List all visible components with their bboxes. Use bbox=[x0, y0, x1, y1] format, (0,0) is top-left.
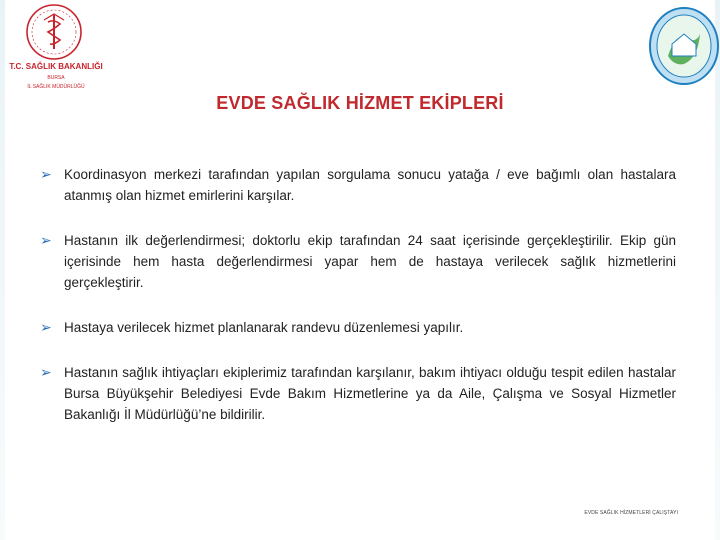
arrow-bullet-icon: ➢ bbox=[40, 319, 52, 335]
bullet-text: Hastanın ilk değerlendirmesi; doktorlu ekip tarafından 24 saat içerisinde gerçekleştirilir. Ekip gün içerisinde hem hasta değerlendirmesi yapar hem de hastaya verilecek sağlık hizmetlerini gerçekleştirir. bbox=[64, 233, 676, 290]
bullet-text: Koordinasyon merkezi tarafından yapılan sorgulama sonucu yatağa / eve bağımlı olan hastalara atanmış olan hizmet emirlerini karşılar. bbox=[64, 167, 676, 203]
list-item bbox=[40, 230, 676, 293]
home-health-services-emblem-icon bbox=[646, 4, 720, 90]
ministry-directorate: İL SAĞLIK MÜDÜRLÜĞÜ bbox=[27, 84, 85, 90]
list-item bbox=[40, 164, 676, 206]
home-health-logo bbox=[646, 4, 720, 90]
list-item bbox=[40, 317, 676, 338]
ministry-name: T.C. SAĞLIK BAKANLIĞI bbox=[9, 62, 103, 71]
ministry-city: BURSA bbox=[47, 75, 65, 81]
page-title: EVDE SAĞLIK HİZMET EKİPLERİ bbox=[216, 93, 504, 113]
bullet-text: Hastaya verilecek hizmet planlanarak randevu düzenlemesi yapılır. bbox=[64, 320, 464, 335]
bullet-text: Hastanın sağlık ihtiyaçları ekiplerimiz tarafından karşılanır, bakım ihtiyacı olduğu tespit edilen hastalar Bursa Büyükşehir Belediyesi Evde Bakım Hizmetlerine ya da Aile, Çalışma ve Sosyal Hizmetler Bakanlığı İl Müdürlüğü’ne bildirilir. bbox=[64, 365, 676, 422]
arrow-bullet-icon: ➢ bbox=[40, 232, 52, 248]
footer-text: EVDE SAĞLIK HİZMETLERİ ÇALIŞTAYI bbox=[584, 510, 678, 516]
arrow-bullet-icon: ➢ bbox=[40, 166, 52, 182]
list-item bbox=[40, 362, 676, 425]
ministry-of-health-emblem-icon bbox=[24, 2, 84, 62]
arrow-bullet-icon: ➢ bbox=[40, 364, 52, 380]
